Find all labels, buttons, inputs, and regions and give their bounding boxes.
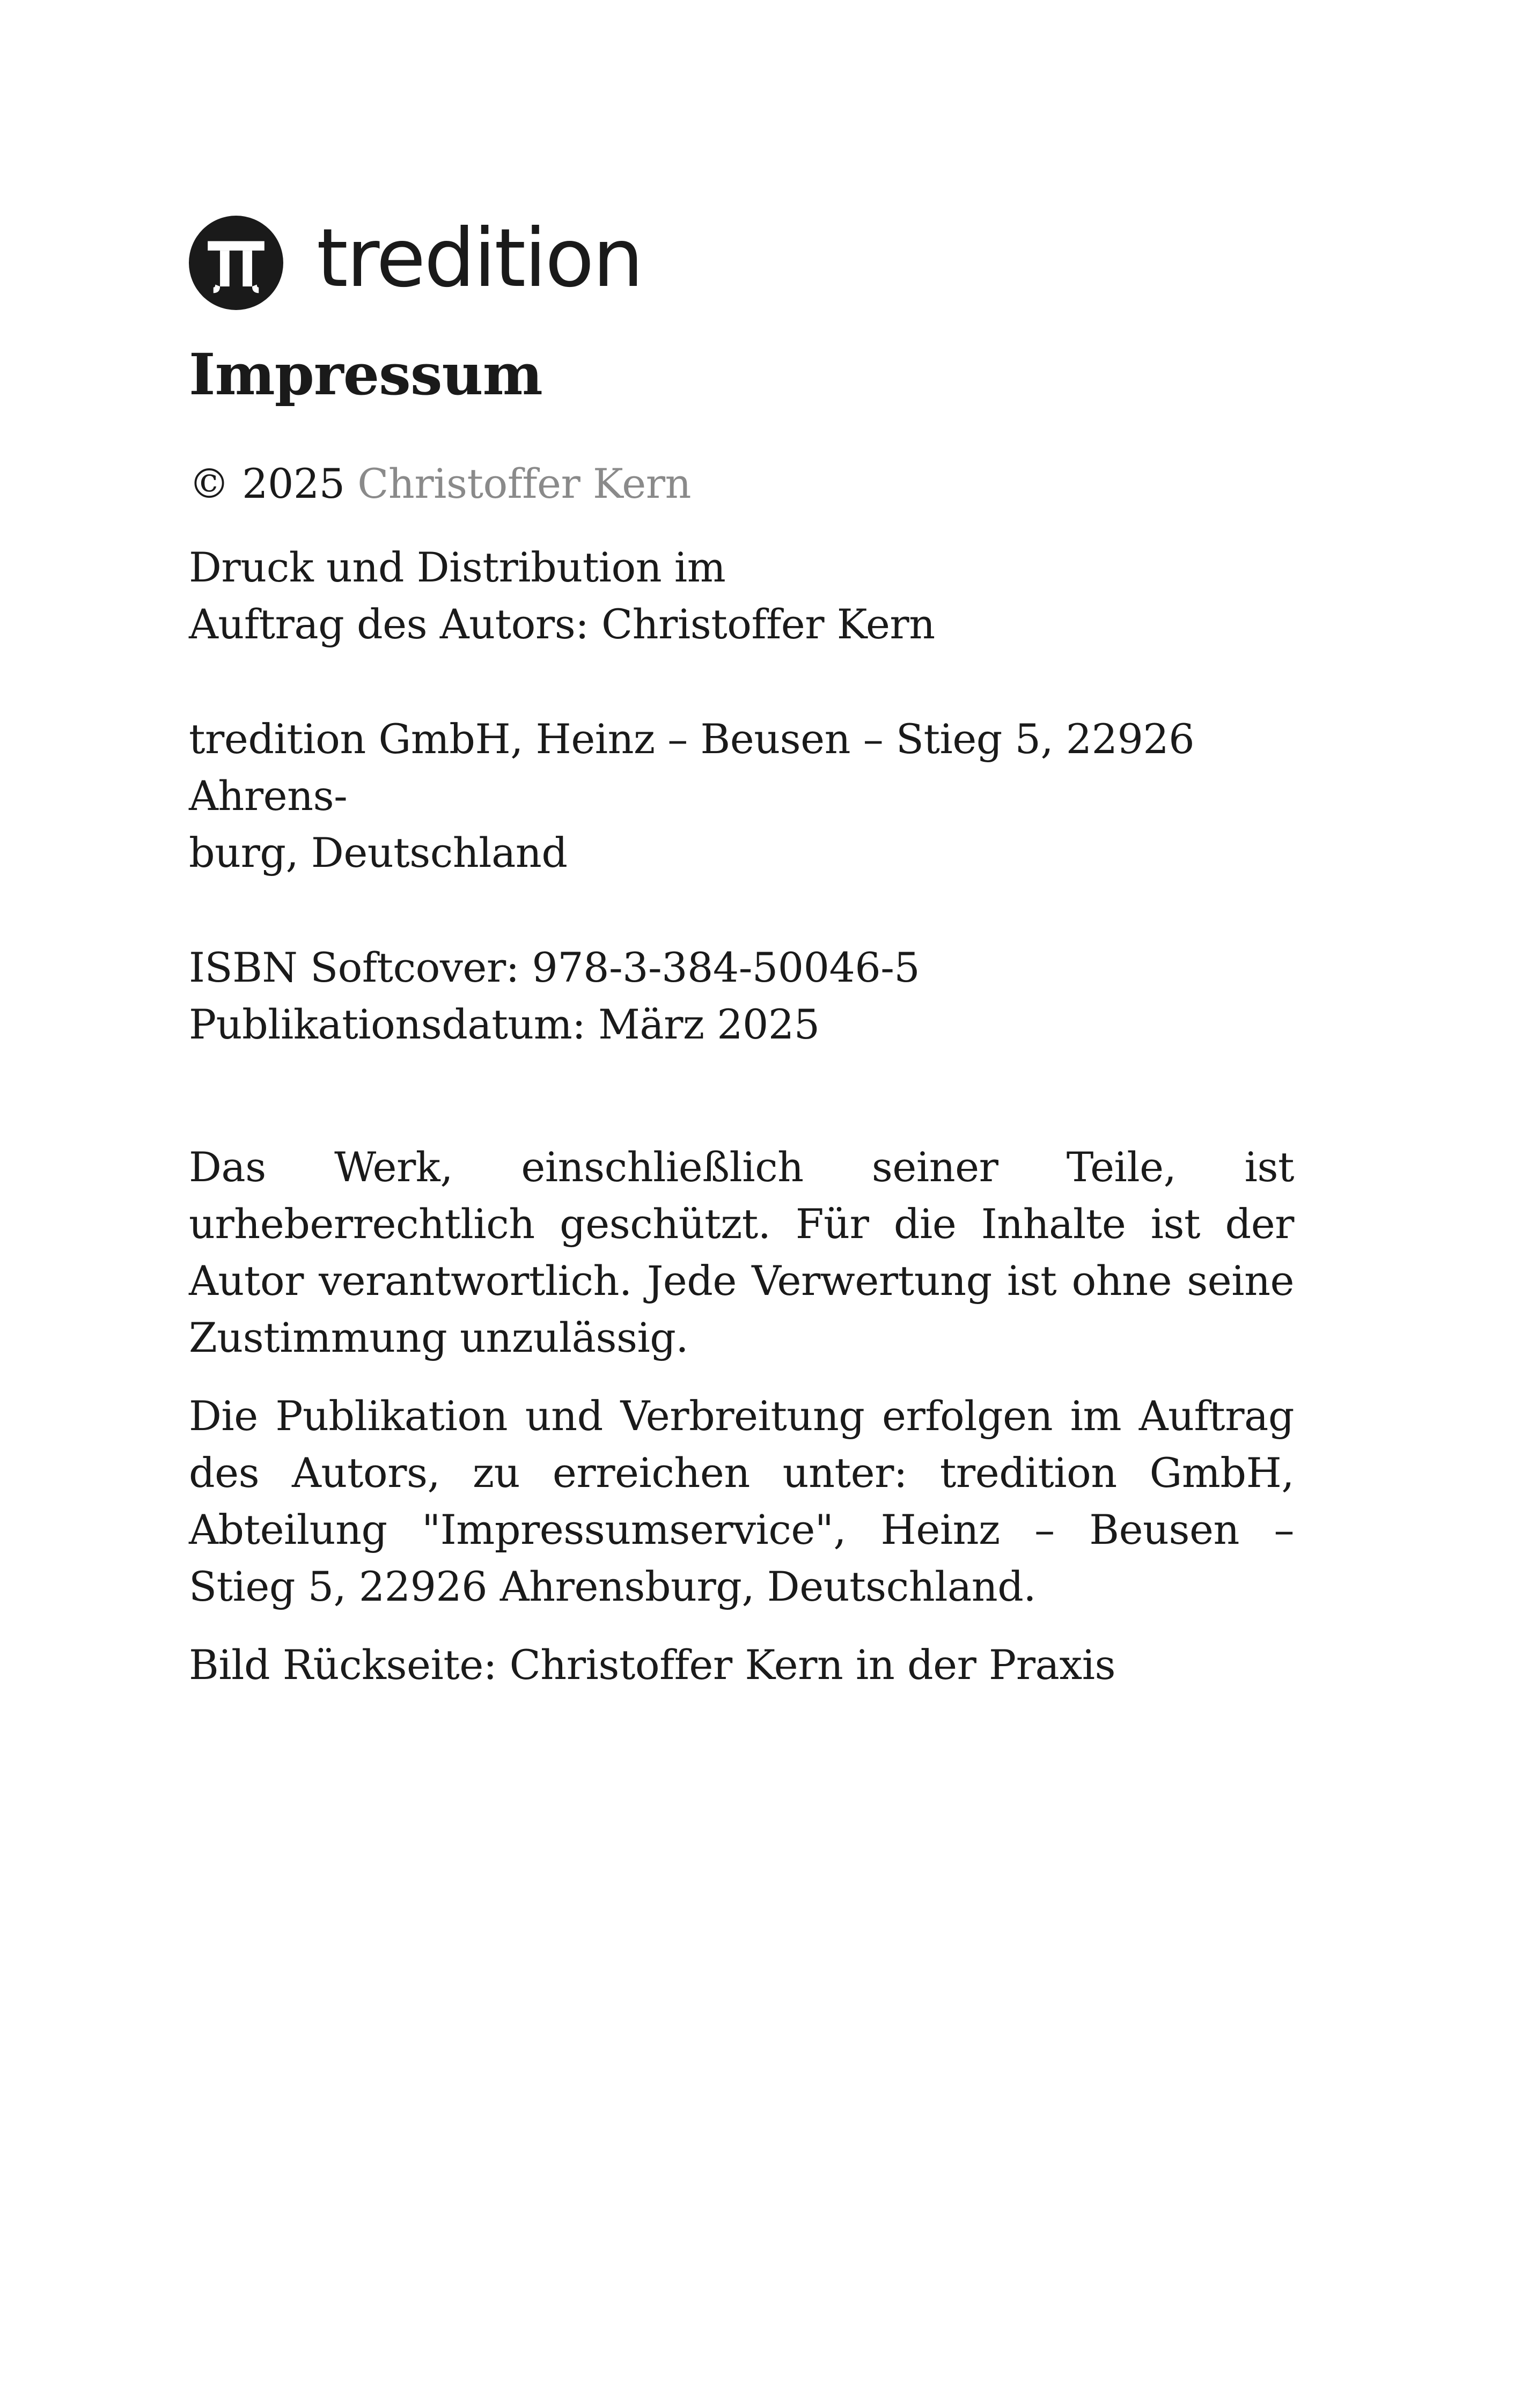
copyright-prefix: © 2025: [189, 459, 345, 507]
publisher-line-1: tredition GmbH, Heinz – Beusen – Stieg 5, 22926 Ahrens-: [189, 715, 1195, 820]
imprint-content: [189, 212, 1294, 1693]
druck-line-2: Auftrag des Autors: Christoffer Kern: [189, 600, 935, 648]
tredition-wordmark: tredition: [317, 212, 642, 305]
publication-contact: Die Publikation und Verbreitung erfolgen im Auftrag des Autors, zu erreichen unter: tredition GmbH, Abteilung "Impressumservice", Heinz – Beusen – Stieg 5, 22926 Ahrensburg, Deutschland.: [189, 1391, 1294, 1610]
isbn-block: [189, 939, 1294, 1053]
druck-line-1: Druck und Distribution im: [189, 543, 726, 591]
publisher-line-2: burg, Deutschland: [189, 828, 568, 877]
page-title: Impressum: [189, 341, 542, 408]
tredition-logo: [189, 212, 1294, 314]
tredition-logo-icon: [189, 216, 283, 310]
copyright-notice: Das Werk, einschließlich seiner Teile, ist urheberrechtlich geschützt. Für die Inhalte ist der Autor verantwortlich. Jede Verwertung ist ohne seine Zustimmung unzulässig.: [189, 1143, 1294, 1361]
publisher-address: [189, 711, 1294, 881]
back-image-credit: Bild Rückseite: Christoffer Kern in der Praxis: [189, 1640, 1116, 1689]
publication-date: Publikationsdatum: März 2025: [189, 1000, 820, 1048]
druck-distribution: [189, 539, 1294, 653]
isbn-softcover: ISBN Softcover: 978-3-384-50046-5: [189, 943, 920, 991]
copyright-author: Christoffer Kern: [357, 459, 691, 507]
copyright-line: [189, 455, 1294, 512]
